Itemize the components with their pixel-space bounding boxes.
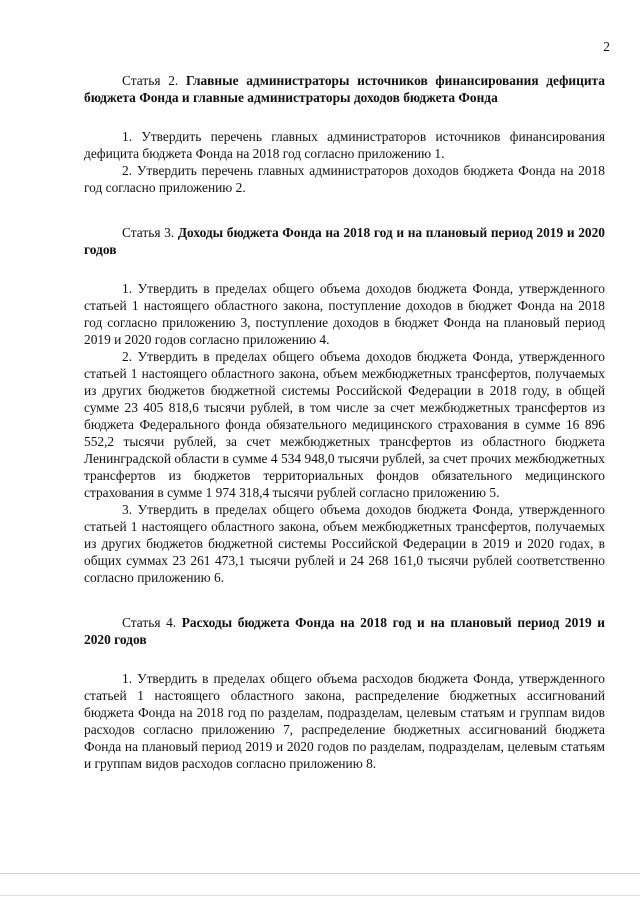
document-body <box>84 72 605 772</box>
page-number: 2 <box>603 39 610 54</box>
article-4 <box>84 614 605 772</box>
article-2-label: Статья 2. <box>122 73 179 88</box>
article-3-paragraph-2: 2. Утвердить в пределах общего объема доходов бюджета Фонда, утвержденного статьей 1 настоящего областного закона, объем межбюджетных трансфертов, получаемых из других бюджетов бюджетной системы Российской Федерации в 2018 году, в общей сумме 23 405 818,6 тысячи рублей, в том числе за счет межбюджетных трансфертов из бюджета Федерального фонда обязательного медицинского страхования в сумме 16 896 552,2 тысячи рублей, за счет межбюджетных трансфертов из областного бюджета Ленинградской области в сумме 4 534 948,0 тысячи рублей, за счет прочих межбюджетных трансфертов из бюджетов территориальных фондов обязательного медицинского страхования в сумме 1 974 318,4 тысячи рублей согласно приложению 5. <box>84 349 605 500</box>
article-4-paragraph-1: 1. Утвердить в пределах общего объема расходов бюджета Фонда, утвержденного статьей 1 настоящего областного закона, распределение бюджетных ассигнований бюджета Фонда на 2018 год по разделам, подразделам, целевым статьям и группам видов расходов согласно приложению 7, распределение бюджетных ассигнований бюджета Фонда на плановый период 2019 и 2020 годов по разделам, подразделам, целевым статьям и группам видов расходов согласно приложению 8. <box>84 671 605 771</box>
article-3 <box>84 224 605 586</box>
article-2-title: Главные администраторы источников финансирования дефицита бюджета Фонда и главные администраторы доходов бюджета Фонда <box>84 73 605 105</box>
article-3-paragraph-3: 3. Утвердить в пределах общего объема доходов бюджета Фонда, утвержденного статьей 1 настоящего областного закона, объем межбюджетных трансфертов, получаемых из других бюджетов бюджетной системы Российской Федерации в 2019 и 2020 годах, в общих суммах 23 261 473,1 тысячи рублей и 24 268 161,0 тысячи рублей соответственно согласно приложению 6. <box>84 502 605 585</box>
article-3-label: Статья 3. <box>122 225 175 240</box>
article-2 <box>84 72 605 196</box>
article-2-paragraph-1: 1. Утвердить перечень главных администраторов источников финансирования дефицита бюджета Фонда на 2018 год согласно приложению 1. <box>84 129 605 161</box>
article-2-paragraph-2: 2. Утвердить перечень главных администраторов доходов бюджета Фонда на 2018 год согласно приложению 2. <box>84 163 605 195</box>
article-4-label: Статья 4. <box>122 615 177 630</box>
scan-edge-line-lower <box>0 895 640 896</box>
article-3-paragraph-1: 1. Утвердить в пределах общего объема доходов бюджета Фонда, утвержденного статьей 1 настоящего областного закона, поступление доходов в бюджет Фонда на 2018 год согласно приложению 3, поступление доходов в бюджет Фонда на плановый период 2019 и 2020 годов согласно приложению 4. <box>84 281 605 347</box>
article-3-heading <box>84 224 605 258</box>
scan-edge-line <box>0 873 640 874</box>
article-2-heading <box>84 72 605 106</box>
article-3-title: Доходы бюджета Фонда на 2018 год и на плановый период 2019 и 2020 годов <box>84 225 605 257</box>
article-4-title: Расходы бюджета Фонда на 2018 год и на плановый период 2019 и 2020 годов <box>84 615 605 647</box>
article-4-heading <box>84 614 605 648</box>
